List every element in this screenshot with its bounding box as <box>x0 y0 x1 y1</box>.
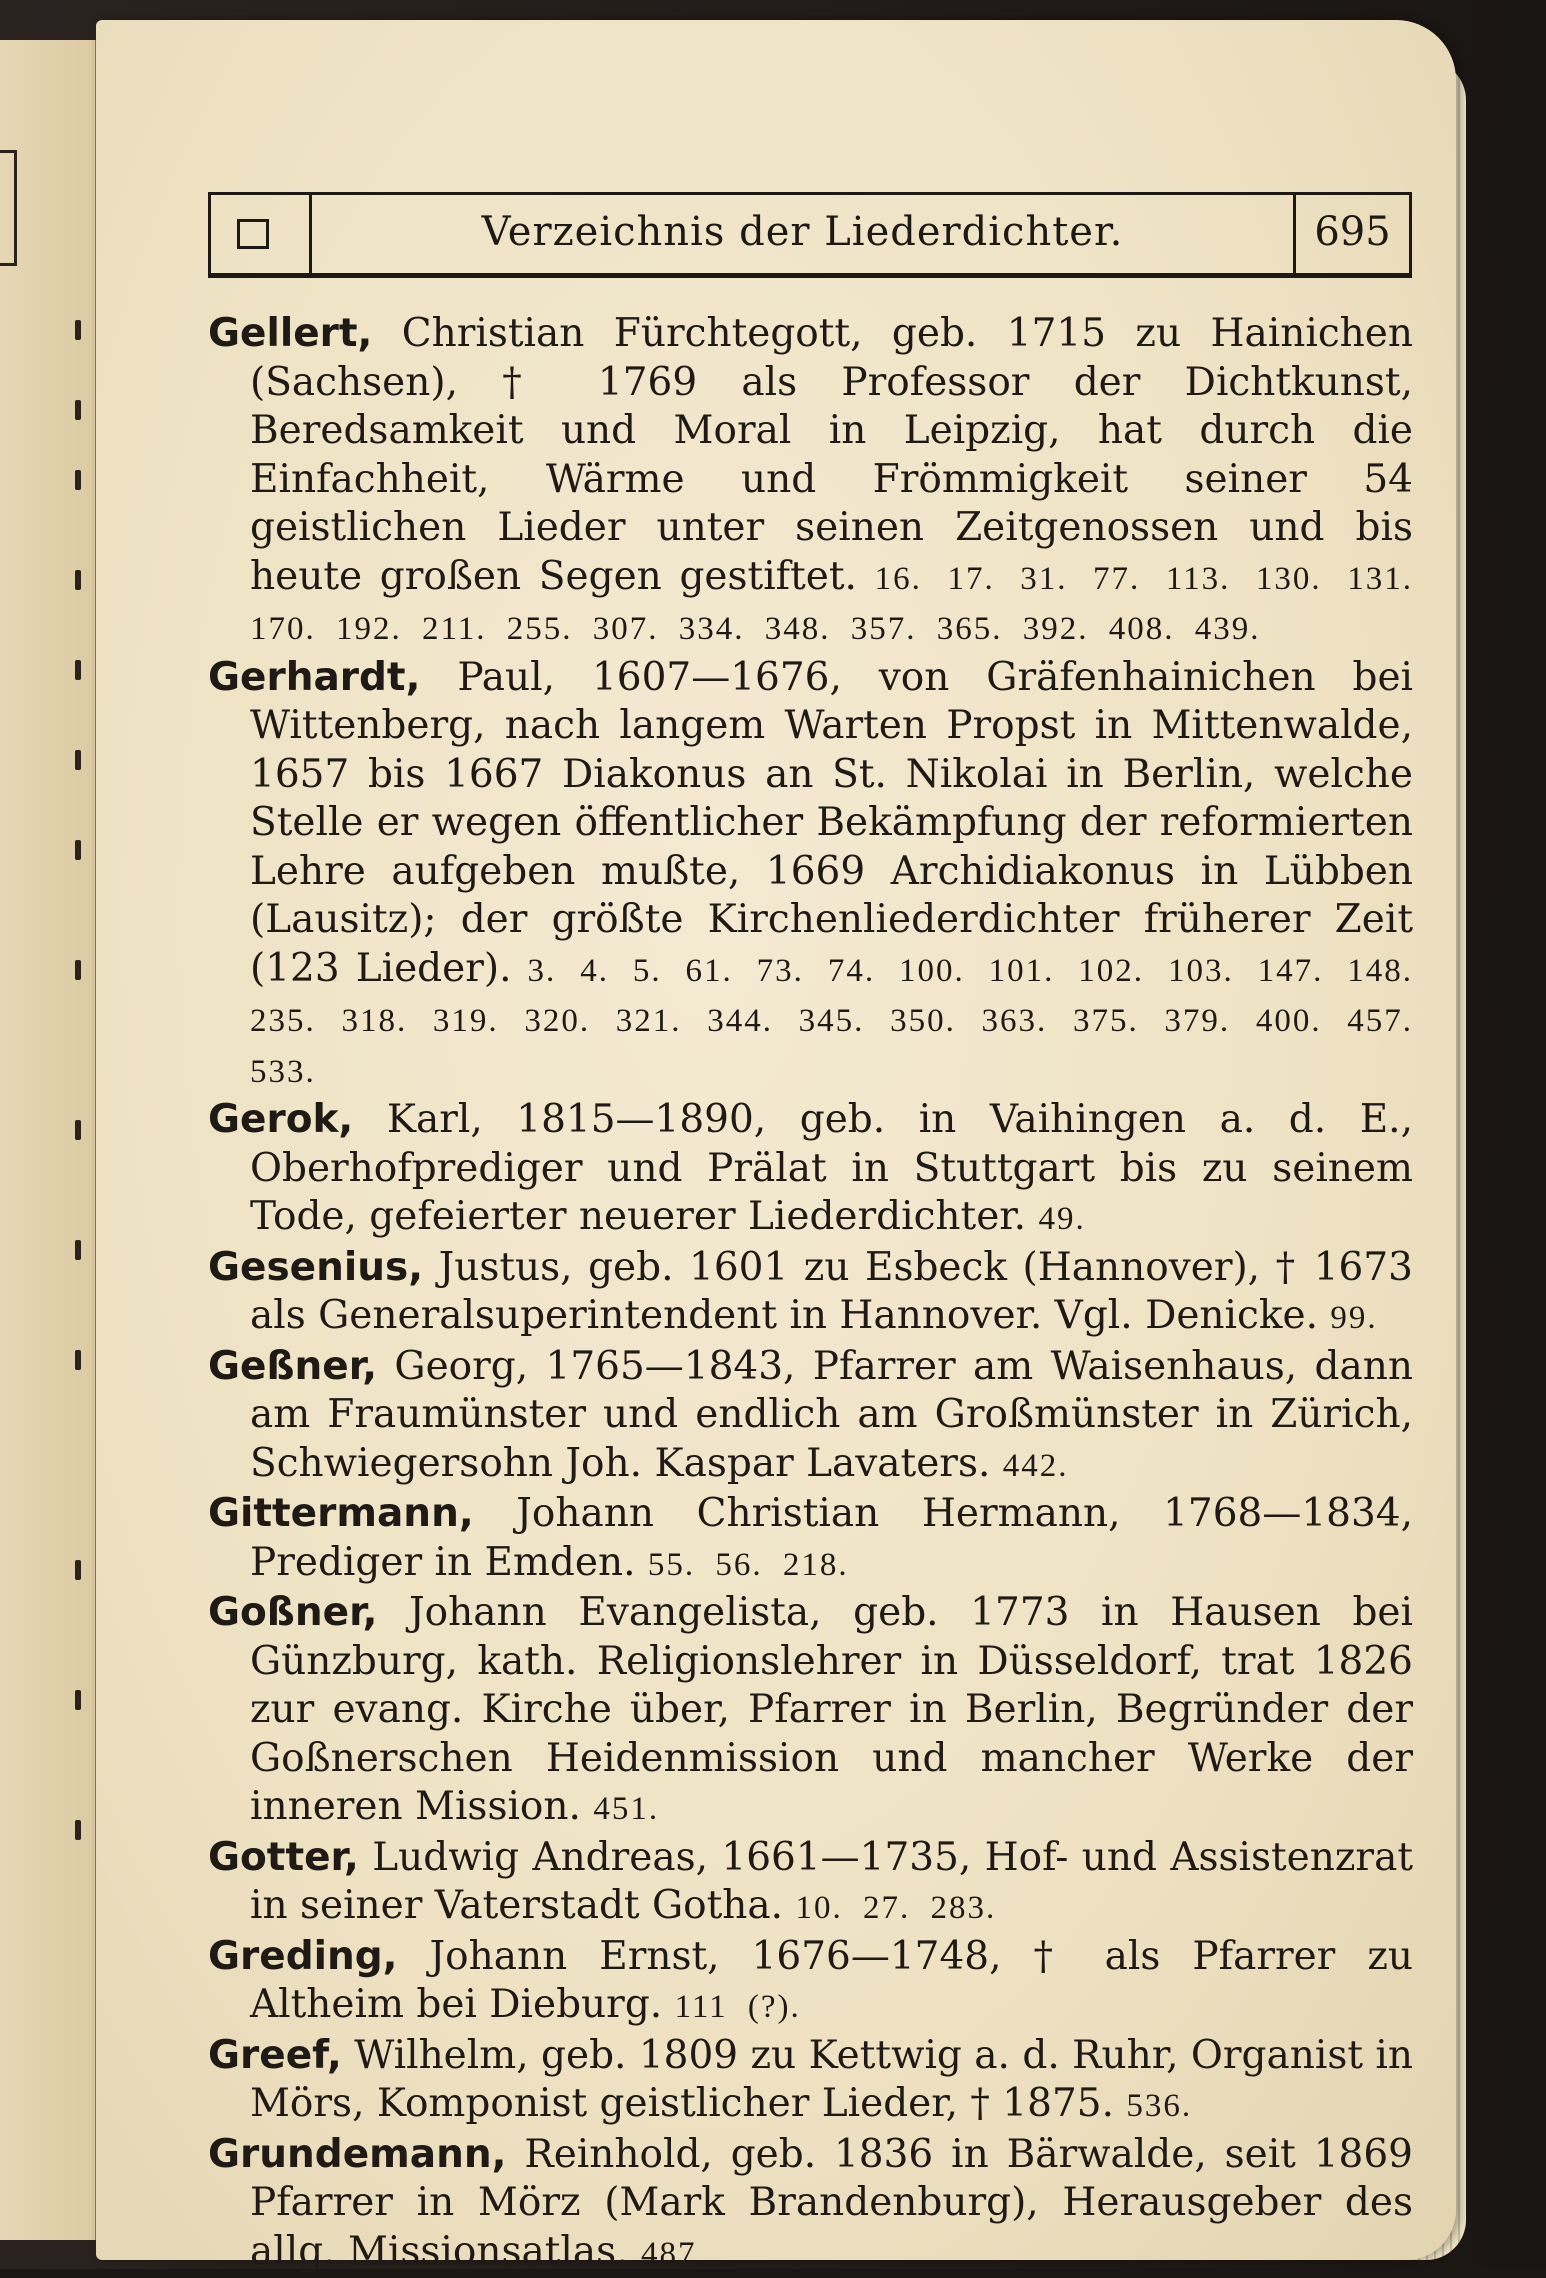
entry-text: Paul, 1607—1676, von Gräfenhainichen bei Wittenberg, nach langem Warten Propst in Mittenwalde, 1657 bis 1667 Diakonus an St. Nikolai in Berlin, welche Stelle er wegen öffentlicher Bekämpfung der reformierten Lehre aufgeben mußte, 1669 Archidiakonus in Lübben (Lausitz); der größte Kirchenliederdichter früherer Zeit (123 Lieder). <box>250 655 1413 991</box>
header-square-ornament <box>237 219 269 249</box>
left-page-edge <box>0 40 98 2240</box>
left-page-text-mark <box>75 1560 81 1580</box>
left-page-text-mark <box>75 660 81 680</box>
left-page-text-mark <box>75 1350 81 1370</box>
page-title: Verzeichnis der Liederdichter. <box>312 209 1293 255</box>
entry-refs: 55. 56. 218. <box>648 1547 849 1583</box>
left-page-text-mark <box>75 1120 81 1140</box>
entry-name: Geßner, <box>208 1344 377 1389</box>
entry-list <box>208 310 1413 2278</box>
left-page-text-mark <box>75 1820 81 1840</box>
entry-name: Grundemann, <box>208 2132 506 2177</box>
entry-text: Georg, 1765—1843, Pfarrer am Waisenhaus, dann am Fraumünster und endlich am Großmünster in Zürich, Schwiegersohn Joh. Kaspar Lavaters. <box>250 1344 1413 1486</box>
left-page-text-mark <box>75 320 81 340</box>
entry-name: Goßner, <box>208 1590 377 1635</box>
entry-name: Gellert, <box>208 311 372 356</box>
entry-text: Wilhelm, geb. 1809 zu Kettwig a. d. Ruhr, Organist in Mörs, Komponist geistlicher Lieder, † 1875. <box>250 2033 1413 2127</box>
entry-refs: 3. 4. 5. 61. 73. 74. 100. 101. 102. 103. 147. 148. 235. 318. 319. 320. 321. 344. 345. 350. 363. 375. 379. 400. 457. 533. <box>250 953 1413 1090</box>
entry-text: Johann Christian Hermann, 1768—1834, Prediger in Emden. <box>250 1491 1413 1585</box>
left-page-text-mark <box>75 1240 81 1260</box>
left-page-text-mark <box>75 570 81 590</box>
entry-refs: 99. <box>1330 1300 1377 1336</box>
entry <box>208 2032 1413 2131</box>
entry-name: Gotter, <box>208 1835 359 1880</box>
entry-text: Christian Fürchtegott, geb. 1715 zu Hainichen (Sachsen), † 1769 als Professor der Dichtkunst, Beredsamkeit und Moral in Leipzig, hat durch die Einfachheit, Wärme und Frömmigkeit seiner 54 geistlichen Lieder unter seinen Zeitgenossen und bis heute großen Segen gestiftet. <box>250 311 1413 599</box>
entry <box>208 1834 1413 1933</box>
entry-refs: 536. <box>1126 2088 1192 2124</box>
entry-text: Johann Evangelista, geb. 1773 in Hausen bei Günzburg, kath. Religionslehrer in Düsseldorf, trat 1826 zur evang. Kirche über, Pfarrer in Berlin, Begründer der Goßnerschen Heidenmission und mancher Werke der inneren Mission. <box>250 1590 1413 1829</box>
entry <box>208 310 1413 654</box>
entry-text: Justus, geb. 1601 zu Esbeck (Hannover), † 1673 als Generalsuperintendent in Hannover. Vgl. Denicke. <box>250 1245 1413 1339</box>
entry-refs: 10. 27. 283. <box>795 1890 996 1926</box>
entry-refs: 111 (?). <box>675 1989 801 2025</box>
entry-name: Gesenius, <box>208 1245 423 1290</box>
entry-name: Greef, <box>208 2033 342 2078</box>
entry <box>208 1589 1413 1834</box>
entry <box>208 1343 1413 1491</box>
left-page-text-mark <box>75 750 81 770</box>
entry-text: Reinhold, geb. 1836 in Bärwalde, seit 1869 Pfarrer in Mörz (Mark Brandenburg), Herausgeber des allg. Missionsatlas. <box>250 2132 1413 2274</box>
left-page-text-mark <box>75 400 81 420</box>
entry-text: Karl, 1815—1890, geb. in Vaihingen a. d. E., Oberhofprediger und Prälat in Stuttgart bis zu seinem Tode, gefeierter neuerer Liederdichter. <box>250 1097 1413 1239</box>
left-page-text-mark <box>75 960 81 980</box>
left-page-header-box <box>0 150 17 266</box>
entry <box>208 654 1413 1097</box>
entry-name: Gerok, <box>208 1097 353 1142</box>
running-header <box>208 192 1412 278</box>
entry-text: Johann Ernst, 1676—1748, † als Pfarrer zu Altheim bei Dieburg. <box>250 1934 1413 2028</box>
entry-name: Gittermann, <box>208 1491 474 1536</box>
entry-name: Gerhardt, <box>208 655 420 700</box>
entry <box>208 1933 1413 2032</box>
entry-refs: 451. <box>593 1791 659 1827</box>
left-page-text-mark <box>75 470 81 490</box>
entry-text: Ludwig Andreas, 1661—1735, Hof- und Assistenzrat in seiner Vaterstadt Gotha. <box>250 1835 1413 1929</box>
entry <box>208 1244 1413 1343</box>
left-page-text-mark <box>75 840 81 860</box>
left-page-text-mark <box>75 1690 81 1710</box>
book-page <box>96 20 1456 2260</box>
entry <box>208 1096 1413 1244</box>
entry <box>208 1490 1413 1589</box>
page-number: 695 <box>1296 209 1409 255</box>
entry-refs: 487. <box>641 2236 707 2272</box>
entry <box>208 2131 1413 2278</box>
entry-refs: 16. 17. 31. 77. 113. 130. 131. 170. 192. 211. 255. 307. 334. 348. 357. 365. 392. 408. 439. <box>250 561 1413 648</box>
entry-refs: 442. <box>1003 1448 1069 1484</box>
entry-name: Greding, <box>208 1934 397 1979</box>
entry-refs: 49. <box>1038 1201 1085 1237</box>
